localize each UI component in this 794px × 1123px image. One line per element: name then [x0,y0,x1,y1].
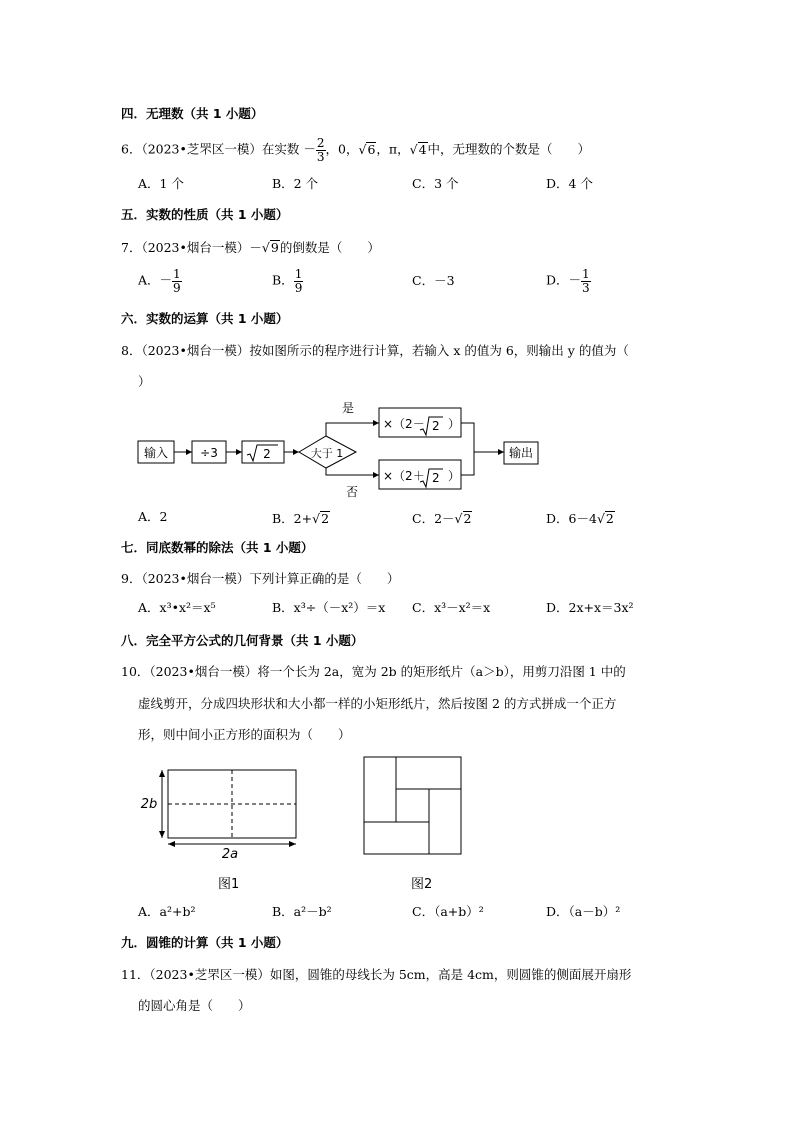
flow-no-label: 否 [345,485,359,499]
q7-d-num: 1 [582,267,590,281]
q8-line-1: 8．（2023•烟台一模）按如图所示的程序进行计算，若输入 x 的值为 6，则输出 y 的值为（ [121,343,629,358]
q6-option-c: C．3 个 [412,176,459,191]
q8-line-2: ） [138,374,151,389]
q8-d-radicand: 2 [605,511,614,526]
q7-d-fraction [581,268,591,294]
q7-b-den: 9 [294,280,303,295]
section-heading-irrational: 四．无理数（共 1 小题） [121,106,264,121]
q9-option-d: D．2x+x＝3x² [546,600,634,615]
q6-radicand-6: 6 [367,141,376,157]
flow-compare-label: 大于 1 [310,447,344,460]
q6-frac-num: 2 [316,136,325,150]
q7-a-label: A． [138,272,160,288]
q8-d-sqrt: √2 [596,511,614,526]
q7-prefix: 7．（2023•烟台一模） [121,240,250,255]
flow-sqrt-radicand: 2 [263,447,271,461]
flow-yes-label: 是 [341,401,355,415]
flow-bottom-close: ） [448,469,461,483]
q6-radicand-4: 4 [418,141,427,157]
q6-sqrt-6: √6 [358,141,376,157]
flow-bottom-text: ×（2＋ [383,469,425,483]
flow-bottom-radicand: 2 [432,471,440,485]
q7-neg: － [249,240,262,255]
fig2-caption: 图2 [411,877,433,892]
section-heading-square-geometry: 八．完全平方公式的几何背景（共 1 小题） [121,633,364,648]
q8-option-c [412,511,472,526]
q8-b-sqrt: √2 [312,511,330,526]
q9-option-b: B．x³÷（－x²）＝x [272,600,386,615]
q8-d-label: D．6－4 [546,511,597,526]
flow-input-label: 输入 [143,446,169,460]
q8-c-radicand: 2 [463,511,472,526]
q6-frac-den: 3 [316,149,325,164]
q6-pi: ，π， [376,141,410,157]
q10-line-3: 形，则中间小正方形的面积为（ ） [138,727,351,742]
q6-sqrt-4: √4 [409,141,427,157]
q7-option-d: D．－ $\frac{1}{3}$ [546,267,590,295]
q7-d-den: 3 [582,280,590,295]
q8-flowchart [130,395,550,505]
q10-line-2: 虚线剪开，分成四块形状和大小都一样的小矩形纸片，然后按图 2 的方式拼成一个正方 [138,696,617,711]
q10-option-c: C．（a+b）² [412,904,484,919]
q8-c-sqrt: √2 [454,511,472,526]
q10-figure-2 [360,753,466,859]
q7-b-label: B． [272,272,294,288]
q8-c-label: C．2－ [412,511,455,526]
q6-option-a: A．1 个 [138,176,184,191]
q7-a-fraction [172,268,182,294]
q8-option-d [546,511,615,526]
q11-line-1: 11．（2023•芝罘区一模）如图，圆锥的母线长为 5cm，高是 4cm，则圆锥的侧面展开扇形 [121,967,632,982]
q10-figure-1 [138,760,308,865]
q8-b-radicand: 2 [321,511,330,526]
flow-output-label: 输出 [508,446,534,460]
q9-option-c: C．x³－x²＝x [412,600,491,615]
q6-option-b: B．2 个 [272,176,319,191]
fig2-outer-square [364,757,461,854]
section-heading-cone: 九．圆锥的计算（共 1 小题） [121,935,289,950]
question-7-stem [121,240,380,255]
q10-option-d: D．（a－b）² [546,904,621,919]
q6-prefix: 6．（2023•芝罘区一模）在实数 [121,141,304,157]
q9-stem: 9．（2023•烟台一模）下列计算正确的是（ ） [121,571,400,586]
q6-suffix: 中，无理数的个数是（ ） [427,141,591,157]
q7-suffix: 的倒数是（ ） [279,240,380,255]
section-heading-real-operations: 六．实数的运算（共 1 小题） [121,311,289,326]
q8-option-a: A．2 [138,509,168,524]
q7-a-num: 1 [173,267,181,281]
fig1-caption: 图1 [218,877,240,892]
q6-zero: ，0， [325,141,359,157]
q7-radicand: 9 [270,240,279,255]
q6-neg: － [303,141,316,157]
q7-option-a: A．－ $\frac{1}{9}$ [138,267,181,295]
flow-top-close: ） [448,417,461,431]
question-6-stem [121,137,590,163]
q7-b-num: 1 [294,267,303,281]
q6-fraction [316,137,326,163]
q7-option-b [272,268,303,294]
q7-d-label: D． [546,272,569,288]
q8-b-label: B．2+ [272,511,313,526]
fig1-width-label: 2a [221,847,239,862]
q11-line-2: 的圆心角是（ ） [138,998,251,1013]
q7-option-c: C．－3 [412,273,455,288]
q10-option-a: A．a²+b² [138,904,196,919]
fig1-height-label: 2b [140,797,158,812]
q7-a-den: 9 [173,280,181,295]
q6-option-d: D．4 个 [546,176,593,191]
section-heading-real-properties: 五．实数的性质（共 1 小题） [121,207,289,222]
q7-b-fraction [294,268,304,294]
q10-option-b: B．a²－b² [272,904,332,919]
flow-top-radicand: 2 [432,419,440,433]
q7-sqrt-9: √9 [261,240,279,255]
section-heading-power-division: 七．同底数幂的除法（共 1 小题） [121,540,314,555]
flow-top-text: ×（2－ [383,417,425,431]
q10-line-1: 10．（2023•烟台一模）将一个长为 2a，宽为 2b 的矩形纸片（a＞b），用剪刀沿图 1 中的 [121,664,626,679]
q8-option-b [272,511,330,526]
flow-div-label: ÷3 [200,446,218,460]
q9-option-a: A．x³•x²＝x⁵ [138,600,216,615]
